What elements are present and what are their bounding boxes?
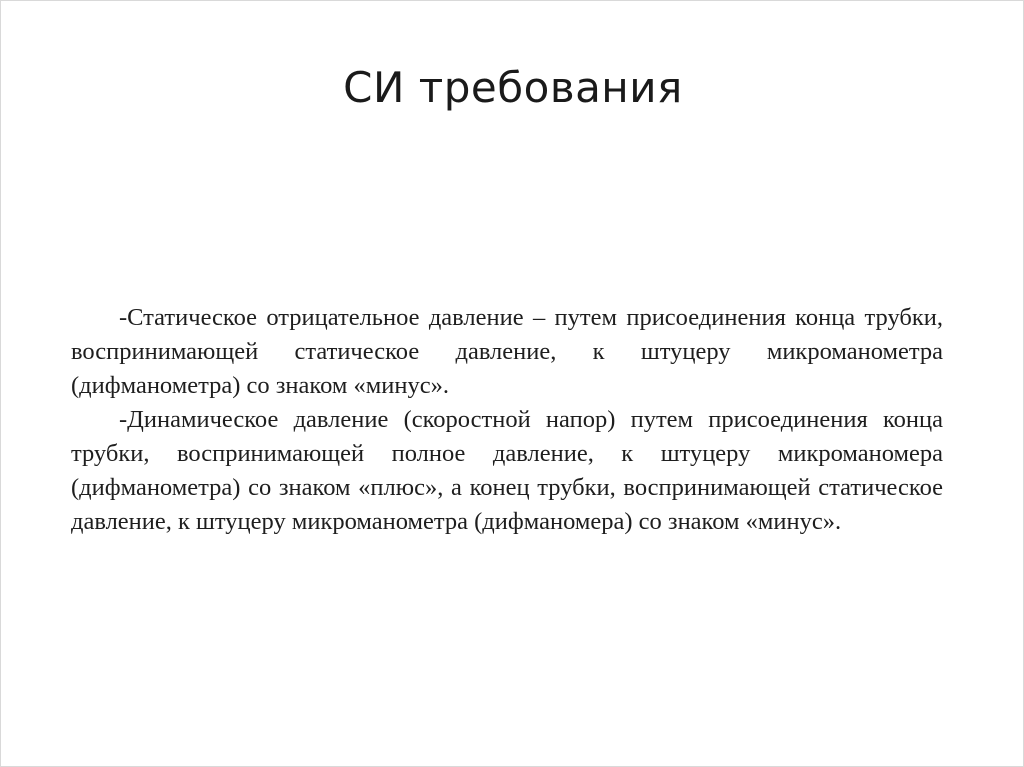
slide-title: СИ требования <box>343 63 683 112</box>
scanned-text-block <box>71 301 943 539</box>
paragraph-static-pressure: -Статическое отрицательное давление – путем присоединения конца трубки, воспринимающей статическое давление, к штуцеру микроманометра (дифманометра) со знаком «минус». <box>71 304 943 399</box>
paragraph-dynamic-pressure: -Динамическое давление (скоростной напор) путем присоединения конца трубки, воспринимающей полное давление, к штуцеру микроманомера (дифманометра) со знаком «плюс», а конец трубки, воспринимающей статическое давление, к штуцеру микроманометра (дифманомера) со знаком «минус». <box>71 406 943 535</box>
